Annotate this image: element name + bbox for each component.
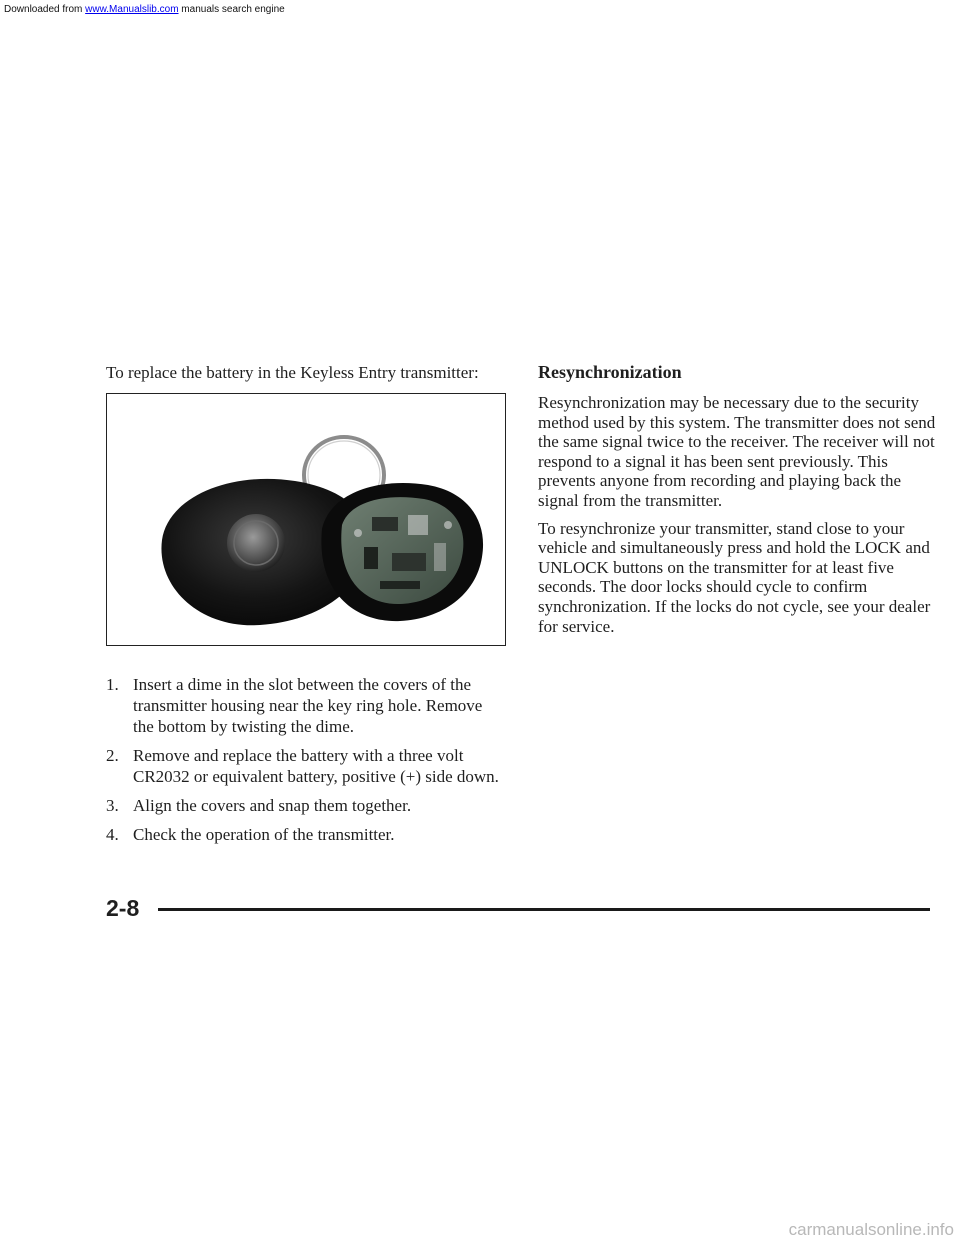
download-banner	[0, 0, 960, 20]
list-item	[106, 795, 506, 816]
step-text: Remove and replace the battery with a three volt CR2032 or equivalent battery, positive (+) side down.	[133, 746, 499, 786]
footer-divider	[158, 908, 930, 911]
transmitter-photo	[106, 393, 506, 646]
list-item	[106, 745, 506, 787]
banner-suffix: manuals search engine	[178, 4, 285, 15]
resync-paragraph-1: Resynchronization may be necessary due to the security method used by this system. The transmitter does not send the same signal twice to the receiver. The receiver will not respond to a signal it has been sent previously. This prevents anyone from recording and playing back the signal from the transmitter.	[538, 393, 936, 510]
step-number: 1.	[106, 675, 119, 694]
right-column	[538, 361, 938, 644]
battery-intro-text: To replace the battery in the Keyless Entry transmitter:	[106, 363, 479, 382]
manualslib-link[interactable]: www.Manualslib.com	[85, 4, 179, 15]
resynchronization-heading: Resynchronization	[538, 362, 682, 382]
page-number: 2-8	[106, 895, 140, 921]
banner-prefix: Downloaded from	[4, 4, 86, 15]
step-number: 2.	[106, 746, 119, 765]
step-number: 3.	[106, 796, 119, 815]
transmitter-open-image	[110, 397, 501, 641]
list-item	[106, 674, 506, 737]
left-column	[106, 361, 506, 844]
list-item	[106, 824, 506, 845]
page-footer	[106, 893, 930, 923]
step-text: Insert a dime in the slot between the covers of the transmitter housing near the key ring hole. Remove the bottom by twisting the dime.	[133, 675, 483, 736]
site-watermark: carmanualsonline.info	[788, 1220, 954, 1239]
step-text: Align the covers and snap them together.	[133, 796, 412, 815]
battery-steps-list	[106, 674, 506, 853]
resync-paragraph-2: To resynchronize your transmitter, stand close to your vehicle and simultaneously press and hold the LOCK and UNLOCK buttons on the transmitter for at least five seconds. The door locks should cycle to confirm synchronization. If the locks do not cycle, see your dealer for service.	[538, 518, 931, 636]
step-number: 4.	[106, 825, 119, 844]
step-text: Check the operation of the transmitter.	[133, 825, 395, 844]
